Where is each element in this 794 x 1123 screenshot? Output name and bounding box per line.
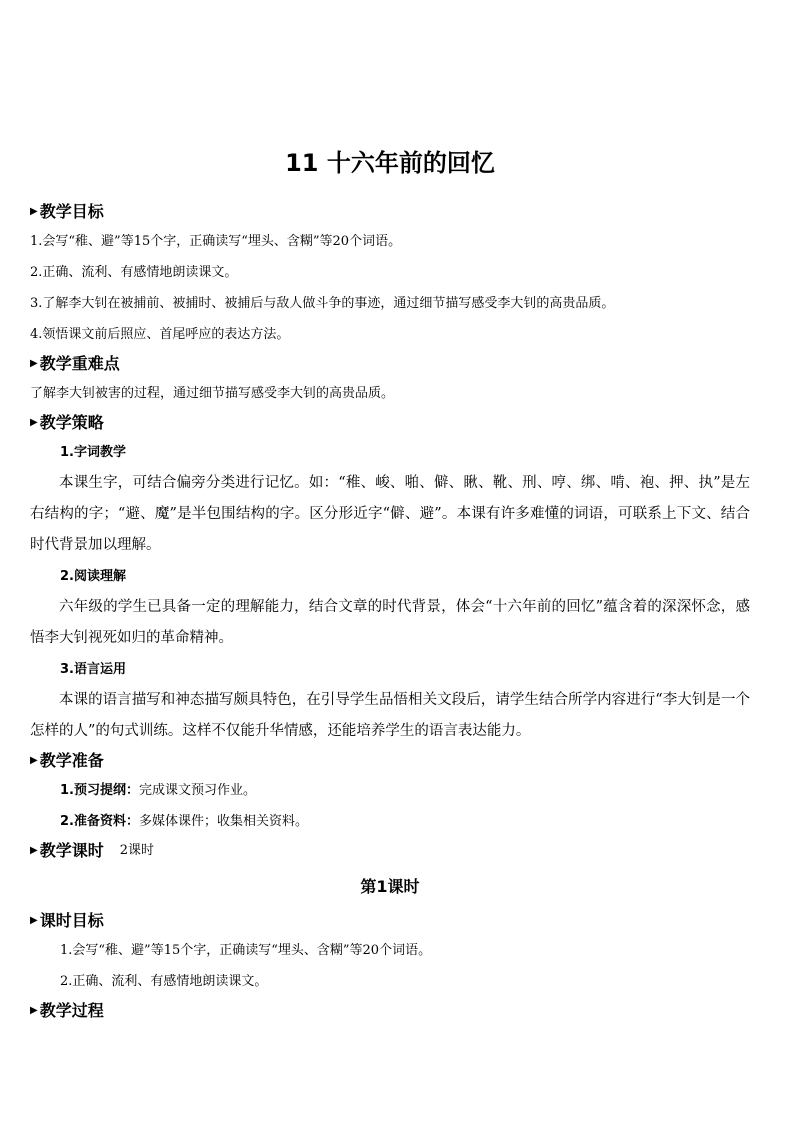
heading-text: 教学准备 bbox=[39, 751, 104, 770]
triangle-marker-icon: ▶ bbox=[30, 417, 38, 428]
triangle-marker-icon: ▶ bbox=[30, 1005, 38, 1016]
goal-item: 3.了解李大钊在被捕前、被捕时、被捕后与敌人做斗争的事迹，通过细节描写感受李大钊的高贵品质。 bbox=[30, 296, 615, 311]
heading-text: 教学目标 bbox=[39, 202, 104, 221]
triangle-marker-icon: ▶ bbox=[30, 206, 38, 217]
strategy-label: 3.语言运用 bbox=[60, 662, 126, 677]
preparation-item bbox=[30, 775, 750, 806]
goal-item: 1.会写“稚、避”等15个字，正确读写“埋头、含糊”等20个词语。 bbox=[30, 234, 402, 249]
heading-process bbox=[30, 997, 750, 1025]
triangle-marker-icon: ▶ bbox=[30, 845, 38, 856]
lesson1-title: 第1课时 bbox=[360, 877, 420, 896]
heading-strategy bbox=[30, 409, 750, 437]
heading-text: 教学课时 bbox=[39, 841, 104, 860]
hours-value: 2课时 bbox=[119, 843, 154, 858]
heading-text: 教学过程 bbox=[39, 1001, 104, 1020]
lesson1-goal-item: 1.会写“稚、避”等15个字，正确读写“埋头、含糊”等20个词语。 bbox=[60, 943, 432, 958]
strategy-text: 六年级的学生已具备一定的理解能力，结合文章的时代背景，体会“十六年前的回忆”蕴含着的深深怀念，感悟李大钊视死如归的革命精神。 bbox=[30, 599, 750, 646]
heading-text: 教学重难点 bbox=[39, 354, 120, 373]
goal-item: 2.正确、流利、有感情地朗读课文。 bbox=[30, 265, 238, 280]
triangle-marker-icon: ▶ bbox=[30, 755, 38, 766]
goal-item: 4.领悟课文前后照应、首尾呼应的表达方法。 bbox=[30, 327, 290, 342]
heading-text: 教学策略 bbox=[39, 413, 104, 432]
heading-text: 课时目标 bbox=[39, 911, 104, 930]
heading-hours bbox=[30, 837, 750, 865]
lesson1-goal-item: 2.正确、流利、有感情地朗读课文。 bbox=[60, 974, 268, 989]
heading-key-points bbox=[30, 350, 750, 378]
strategy-text: 本课的语言描写和神态描写颇具特色，在引导学生品悟相关文段后，请学生结合所学内容进行“李大钊是一个怎样的人”的句式训练。这样不仅能升华情感，还能培养学生的语言表达能力。 bbox=[30, 692, 750, 739]
preparation-label: 2.准备资料： bbox=[60, 814, 139, 829]
preparation-item bbox=[30, 806, 750, 837]
triangle-marker-icon: ▶ bbox=[30, 915, 38, 926]
key-points-text: 了解李大钊被害的过程，通过细节描写感受李大钊的高贵品质。 bbox=[30, 386, 395, 401]
heading-preparation bbox=[30, 747, 750, 775]
heading-lesson1-goals bbox=[30, 907, 750, 935]
lesson-title: 11 十六年前的回忆 bbox=[285, 149, 495, 177]
heading-goals bbox=[30, 198, 750, 226]
preparation-label: 1.预习提纲： bbox=[60, 783, 139, 798]
triangle-marker-icon: ▶ bbox=[30, 358, 38, 369]
strategy-text: 本课生字，可结合偏旁分类进行记忆。如：“稚、峻、啪、僻、瞅、靴、刑、哼、绑、啃、袍、押、执”是左右结构的字；“避、魔”是半包围结构的字。区分形近字“僻、避”。本课有许多难懂的词语，可联系上下文、结合时代背景加以理解。 bbox=[30, 475, 750, 553]
strategy-label: 2.阅读理解 bbox=[60, 569, 126, 584]
preparation-text: 多媒体课件；收集相关资料。 bbox=[138, 814, 308, 829]
strategy-label: 1.字词教学 bbox=[60, 445, 126, 460]
preparation-text: 完成课文预习作业。 bbox=[138, 783, 256, 798]
